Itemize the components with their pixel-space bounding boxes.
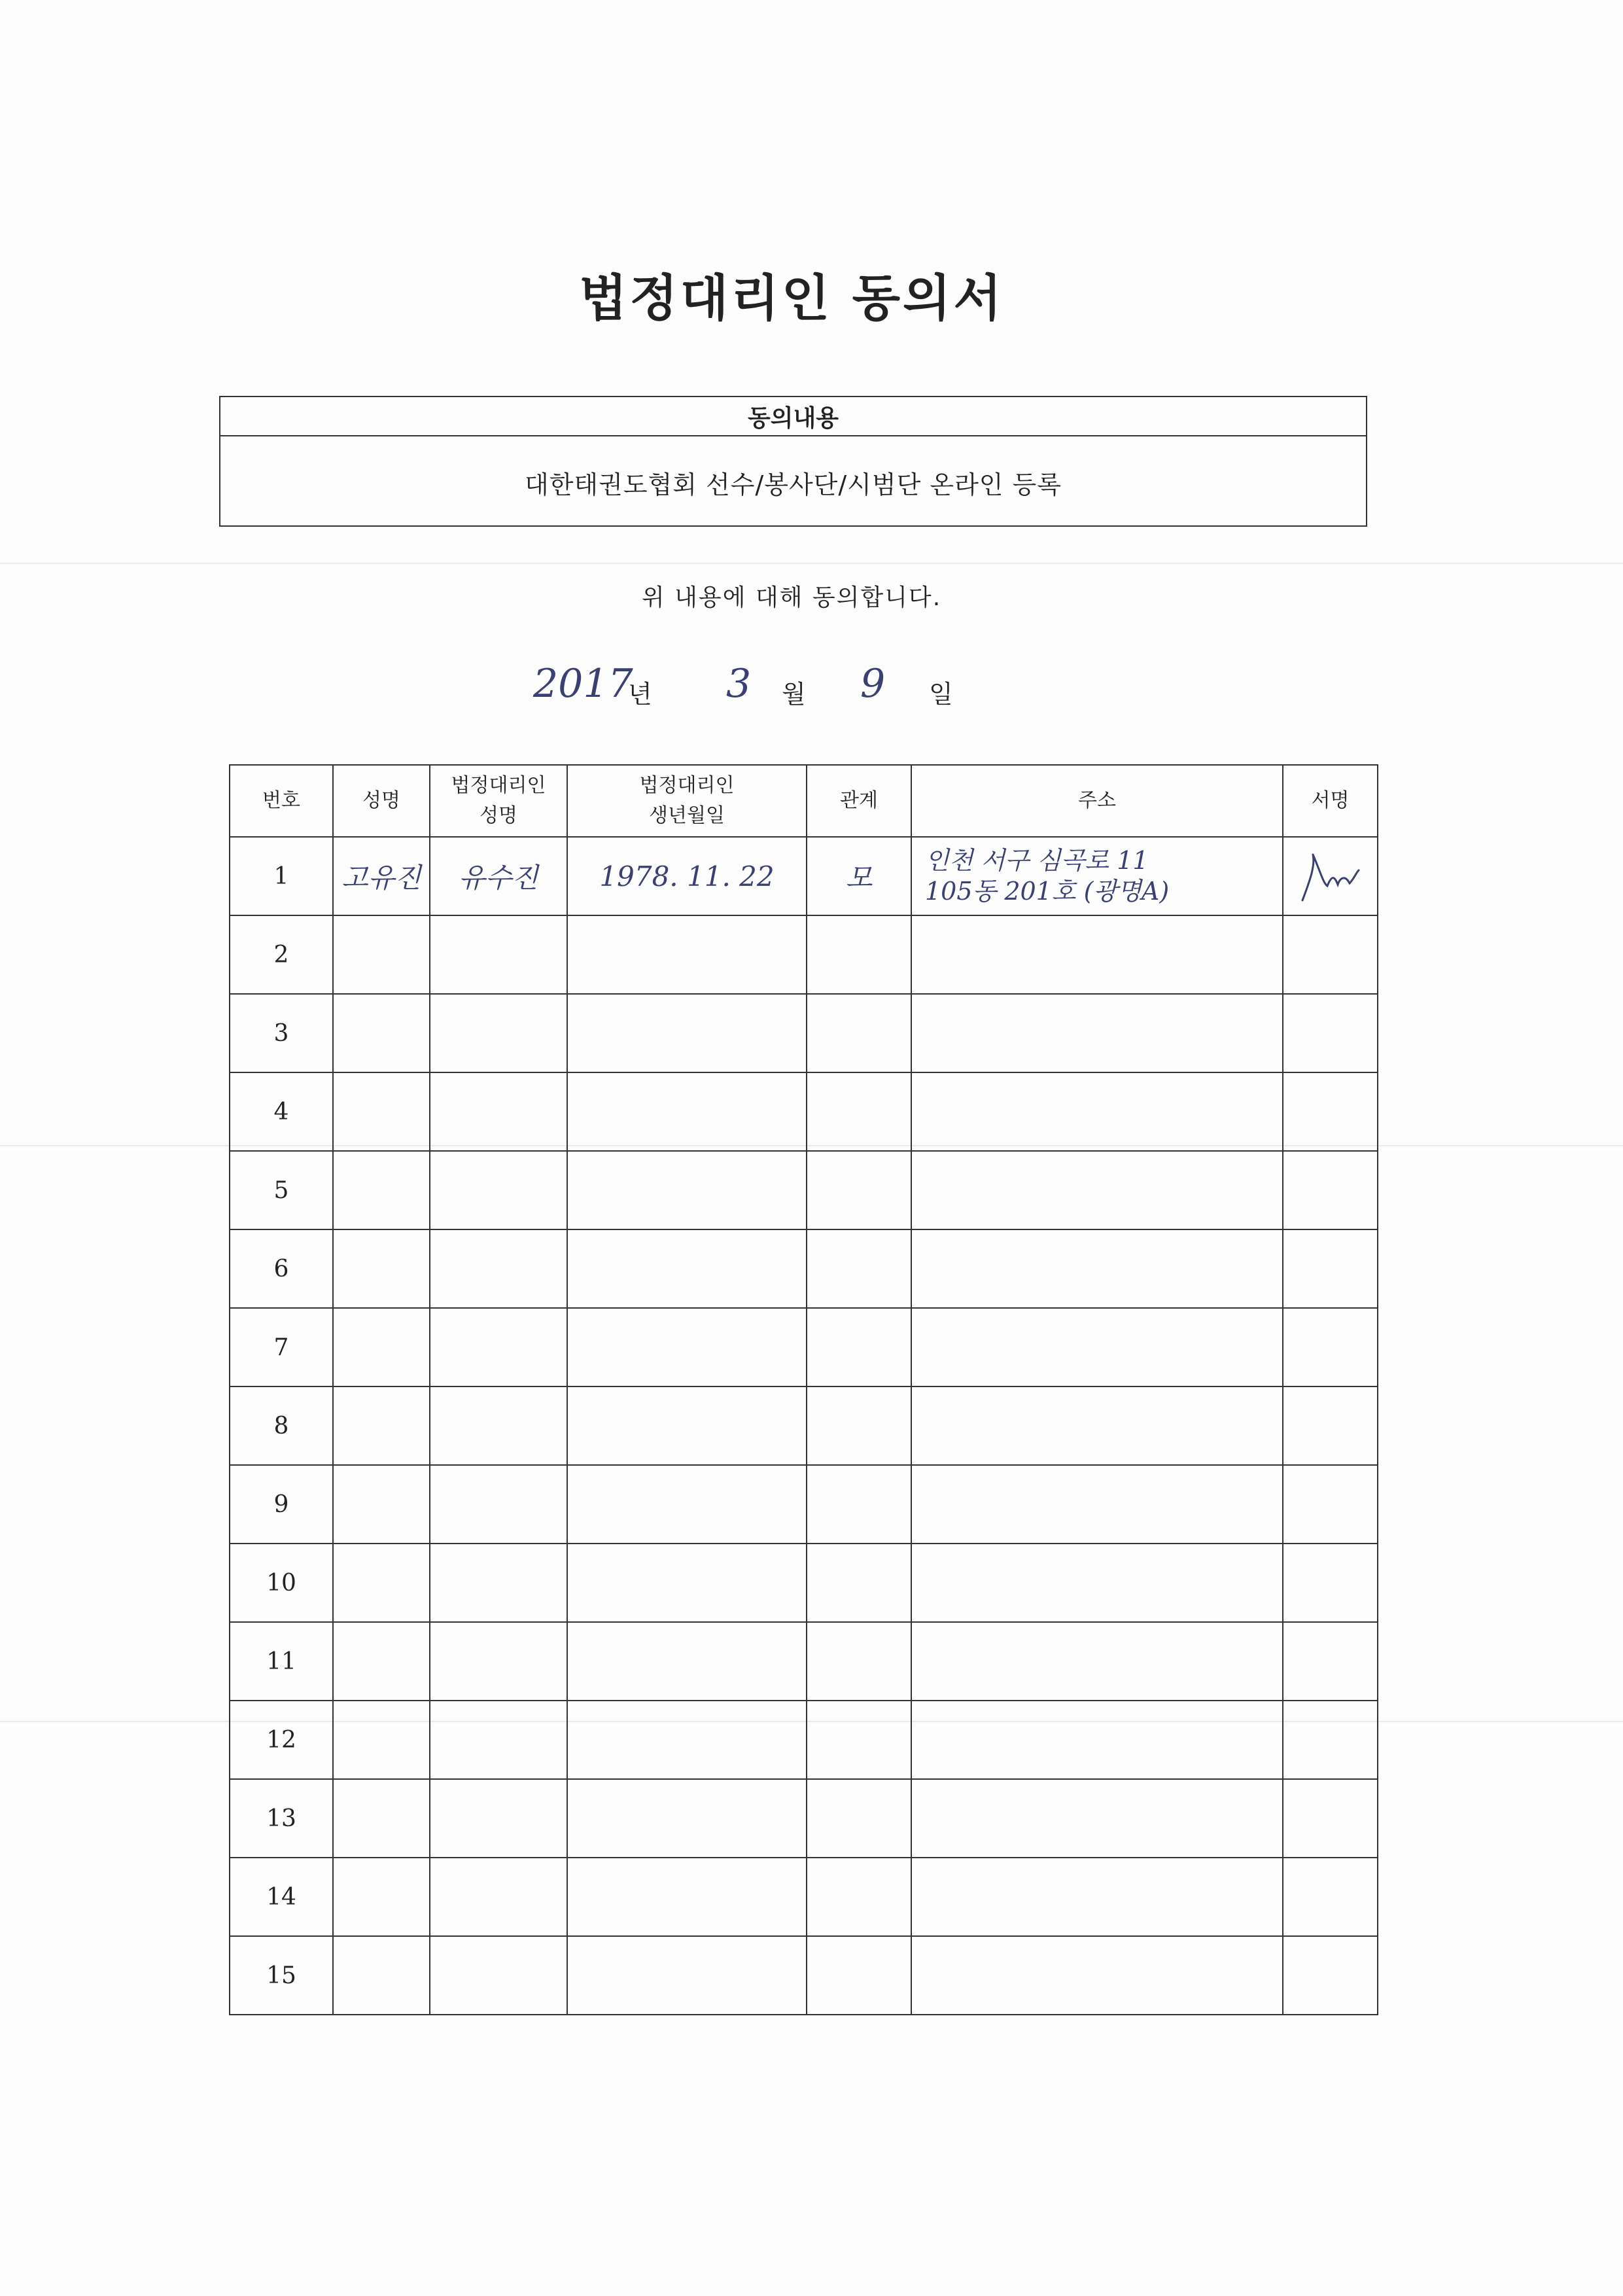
- date-month: 3: [726, 661, 752, 707]
- signature-scribble: [1295, 847, 1367, 906]
- date-month-unit: 월: [782, 680, 806, 709]
- header-signature: 서명: [1283, 765, 1378, 837]
- row-number: 6: [230, 1229, 333, 1308]
- row-number: 15: [230, 1936, 333, 2015]
- table-row: [230, 1544, 1378, 1622]
- document-title: 법정대리인 동의서: [579, 269, 1004, 327]
- table-row: [230, 1386, 1378, 1465]
- consent-box: [219, 396, 1367, 527]
- table-row: [230, 1858, 1378, 1936]
- row-number: 11: [230, 1622, 333, 1701]
- signature-cell: [1283, 837, 1378, 915]
- header-name: 성명: [333, 765, 430, 837]
- date-day-unit: 일: [929, 680, 953, 709]
- address-line-1: 인천 서구 심곡로 11: [925, 845, 1149, 875]
- address: [911, 837, 1283, 915]
- row-number: 2: [230, 915, 333, 994]
- agreement-text: 위 내용에 대해 동의합니다.: [641, 584, 942, 611]
- header-no: 번호: [230, 765, 333, 837]
- table-row: [230, 1308, 1378, 1386]
- table-row: [230, 1465, 1378, 1544]
- table-row: [230, 1779, 1378, 1858]
- student-name: 고유진: [333, 837, 430, 915]
- table-row: [230, 1622, 1378, 1701]
- row-number: 13: [230, 1779, 333, 1858]
- row-number: 3: [230, 994, 333, 1072]
- guardian-birth: 1978. 11. 22: [567, 837, 807, 915]
- row-number: 14: [230, 1858, 333, 1936]
- row-number: 8: [230, 1386, 333, 1465]
- table-row: [230, 915, 1378, 994]
- row-number: 1: [230, 837, 333, 915]
- table-row: [230, 994, 1378, 1072]
- table-row: [230, 1151, 1378, 1229]
- row-number: 12: [230, 1701, 333, 1779]
- row-number: 9: [230, 1465, 333, 1544]
- address-line-2: 105동 201호 (광명A): [925, 877, 1170, 906]
- table-row: [230, 1229, 1378, 1308]
- row-number: 5: [230, 1151, 333, 1229]
- row-number: 7: [230, 1308, 333, 1386]
- table-row: [230, 1072, 1378, 1151]
- row-number: 4: [230, 1072, 333, 1151]
- header-address: 주소: [911, 765, 1283, 837]
- table-row: [230, 837, 1378, 915]
- date-line: [0, 661, 1623, 733]
- table-row: [230, 1936, 1378, 2015]
- table-header-row: [230, 765, 1378, 837]
- table-row: [230, 1701, 1378, 1779]
- row-number: 10: [230, 1544, 333, 1622]
- date-year-unit: 년: [628, 680, 652, 709]
- paper-fold-top: [0, 563, 1623, 565]
- consent-header: 동의내용: [220, 397, 1366, 436]
- guardian-name: 유수진: [430, 837, 567, 915]
- header-guardian-birth: 법정대리인 생년월일: [567, 765, 807, 837]
- date-day: 9: [860, 661, 886, 707]
- guardian-table: [229, 764, 1378, 2015]
- relation: 모: [807, 837, 911, 915]
- header-guardian-name: 법정대리인 성명: [430, 765, 567, 837]
- consent-body: 대한태권도협회 선수/봉사단/시범단 온라인 등록: [524, 470, 1062, 499]
- header-relation: 관계: [807, 765, 911, 837]
- date-year: 2017: [533, 661, 633, 707]
